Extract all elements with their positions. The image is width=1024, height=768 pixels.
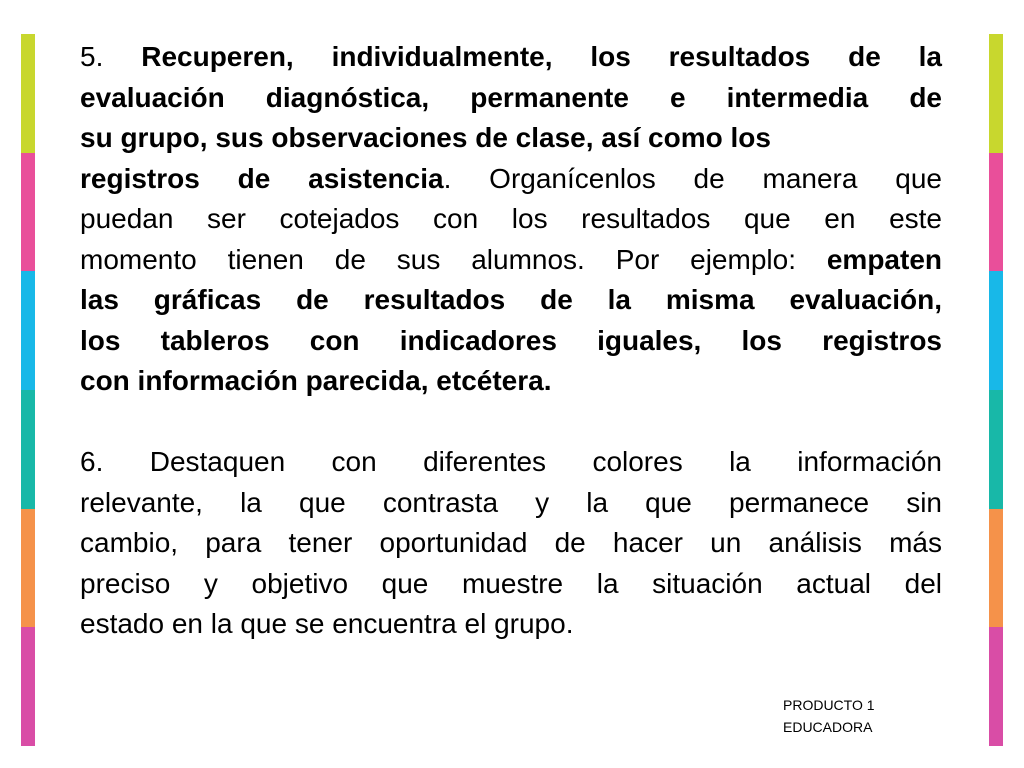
slide-body — [80, 37, 942, 645]
bold-text: registros de asistencia — [80, 162, 444, 194]
stripe-segment-lime — [989, 34, 1003, 153]
stripe-segment-pink — [989, 153, 1003, 272]
regular-text: momento tienen de sus alumnos. Por ejemplo: — [80, 243, 827, 275]
audience-label: EDUCADORA — [783, 719, 873, 735]
regular-text: . Organícenlos de manera que — [443, 162, 942, 194]
text-line: su grupo, sus observaciones de clase, así como los — [80, 122, 771, 153]
text-line: relevante, la que contrasta y la que permanece sin — [80, 486, 942, 518]
stripe-segment-magenta — [21, 627, 35, 746]
paragraph-5 — [80, 37, 942, 402]
stripe-segment-magenta — [989, 627, 1003, 746]
stripe-segment-lime — [21, 34, 35, 153]
stripe-segment-pink — [21, 153, 35, 272]
text-line: las gráficas de resultados de la misma evaluación, — [80, 284, 942, 315]
stripe-segment-teal — [21, 390, 35, 509]
text-line — [80, 159, 942, 200]
text-line: evaluación diagnóstica, permanente e intermedia de — [80, 81, 942, 113]
text-line: los tableros con indicadores iguales, los registros — [80, 324, 942, 356]
text-line: con información parecida, etcétera. — [80, 365, 552, 396]
text-line: puedan ser cotejados con los resultados que en este — [80, 203, 942, 234]
paragraph-6 — [80, 442, 942, 645]
stripe-segment-blue — [21, 271, 35, 390]
bold-text: Recuperen, individualmente, los resultados de la — [141, 41, 942, 72]
product-label: PRODUCTO 1 — [783, 697, 875, 713]
text-line — [80, 37, 942, 78]
bold-text: empaten — [826, 243, 942, 275]
text-line: preciso y objetivo que muestre la situación actual del — [80, 567, 942, 599]
footer-label — [783, 694, 903, 738]
left-color-stripe — [21, 34, 35, 746]
right-color-stripe — [989, 34, 1003, 746]
text-line: 6. Destaquen con diferentes colores la información — [80, 446, 942, 477]
text-line: estado en la que se encuentra el grupo. — [80, 608, 574, 639]
stripe-segment-blue — [989, 271, 1003, 390]
text-line: cambio, para tener oportunidad de hacer un análisis más — [80, 527, 942, 558]
text-line — [80, 240, 942, 281]
step-number: 5. — [80, 41, 142, 72]
stripe-segment-orange — [989, 509, 1003, 628]
stripe-segment-orange — [21, 509, 35, 628]
stripe-segment-teal — [989, 390, 1003, 509]
